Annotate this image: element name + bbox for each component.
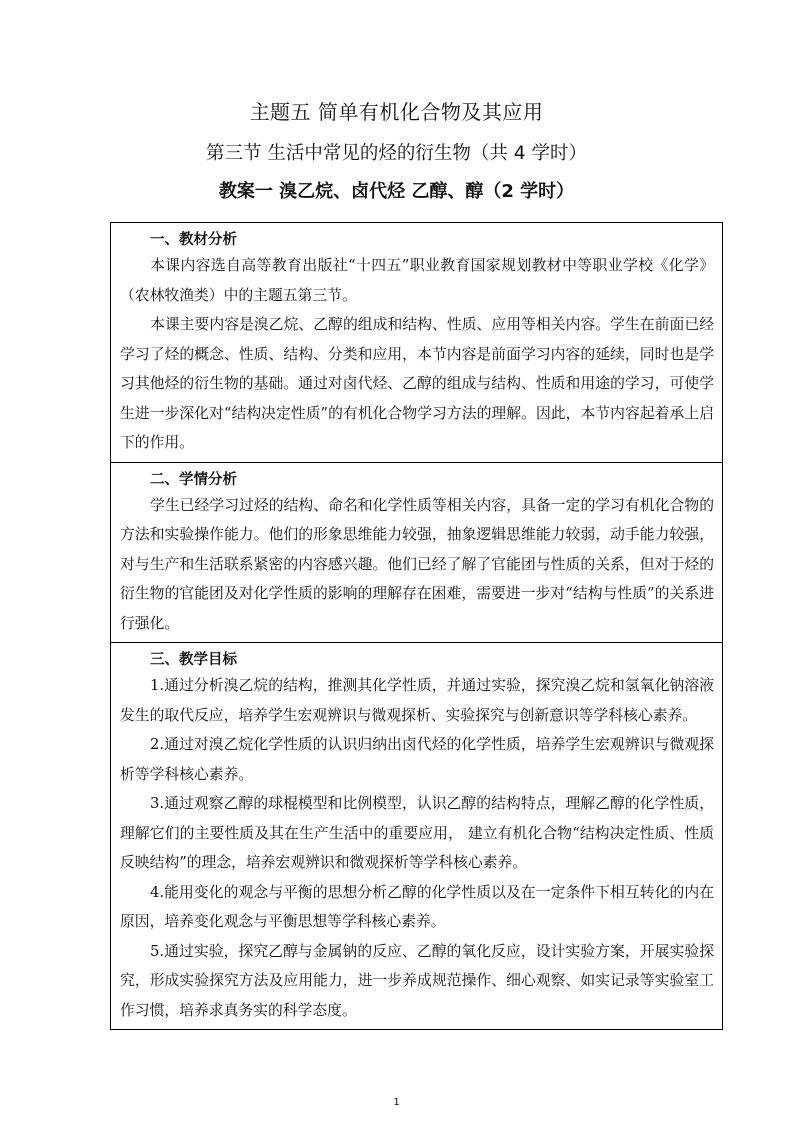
- table-row: [111, 223, 723, 463]
- section-heading: 二、学情分析: [150, 471, 237, 488]
- objective-item: 4.能用变化的观念与平衡的思想分析乙醇的化学性质以及在一定条件下相互转化的内在原因，培养变化观念与平衡思想等学科核心素养。: [120, 883, 714, 930]
- objective-item: 5.通过实验，探究乙醇与金属钠的反应、乙醇的氧化反应，设计实验方案，开展实验探究，形成实验探究方法及应用能力，进一步养成规范操作、细心观察、如实记录等实验室工作习惯，培养求真务实的科学态度。: [120, 942, 714, 1019]
- paragraph: 本课主要内容是溴乙烷、乙醇的组成和结构、性质、应用等相关内容。学生在前面已经学习了烃的概念、性质、结构、分类和应用，本节内容是前面学习内容的延续，同时也是学习其他烃的衍生物的基础。通过对卤代烃、乙醇的组成与结构、性质和用途的学习，可使学生进一步深化对“结构决定性质”的有机化合物学习方法的理解。因此，本节内容起着承上启下的作用。: [120, 316, 714, 451]
- table-row: [111, 462, 723, 643]
- paragraph: 学生已经学习过烃的结构、命名和化学性质等相关内容，具备一定的学习有机化合物的方法和实验操作能力。他们的形象思维能力较强，抽象逻辑思维能力较弱，动手能力较强，对与生产和生活联系紧密的内容感兴趣。他们已经了解了官能团与性质的关系，但对于烃的衍生物的官能团及对化学性质的影响的理解存在困难，需要进一步对“结构与性质”的关系进行强化。: [120, 496, 714, 632]
- objective-item: 1.通过分析溴乙烷的结构，推测其化学性质，并通过实验，探究溴乙烷和氢氧化钠溶液发生的取代反应，培养学生宏观辨识与微观探析、实验探究与创新意识等学科核心素养。: [120, 677, 714, 724]
- page-number: 1: [393, 1097, 400, 1108]
- textbook-analysis-cell: [111, 223, 723, 463]
- section-heading: 一、教材分析: [150, 232, 237, 248]
- section-title: 第三节 生活中常见的烃的衍生物（共 4 学时）: [206, 143, 587, 164]
- teaching-objectives-cell: [111, 643, 723, 1030]
- lesson-plan-table: [110, 222, 723, 1030]
- lesson-title: 教案一 溴乙烷、卤代烃 乙醇、醇（2 学时）: [218, 181, 575, 202]
- learner-analysis-cell: [111, 462, 723, 643]
- objective-item: 2.通过对溴乙烷化学性质的认识归纳出卤代烃的化学性质，培养学生宏观辨识与微观探析等学科核心素养。: [120, 736, 714, 783]
- section-heading: 三、教学目标: [150, 652, 237, 668]
- objective-item: 3.通过观察乙醇的球棍模型和比例模型，认识乙醇的结构特点，理解乙醇的化学性质， 理解它们的主要性质及其在生产生活中的重要应用， 建立有机化合物“结构决定性质、性质反映结构”的理念，培养宏观辨识和微观探析等学科核心素养。: [120, 795, 714, 871]
- paragraph: 本课内容选自高等教育出版社“十四五”职业教育国家规划教材中等职业学校《化学》（农林牧渔类）中的主题五第三节。: [120, 257, 714, 304]
- theme-title: 主题五 简单有机化合物及其应用: [249, 100, 544, 124]
- table-row: [111, 643, 723, 1030]
